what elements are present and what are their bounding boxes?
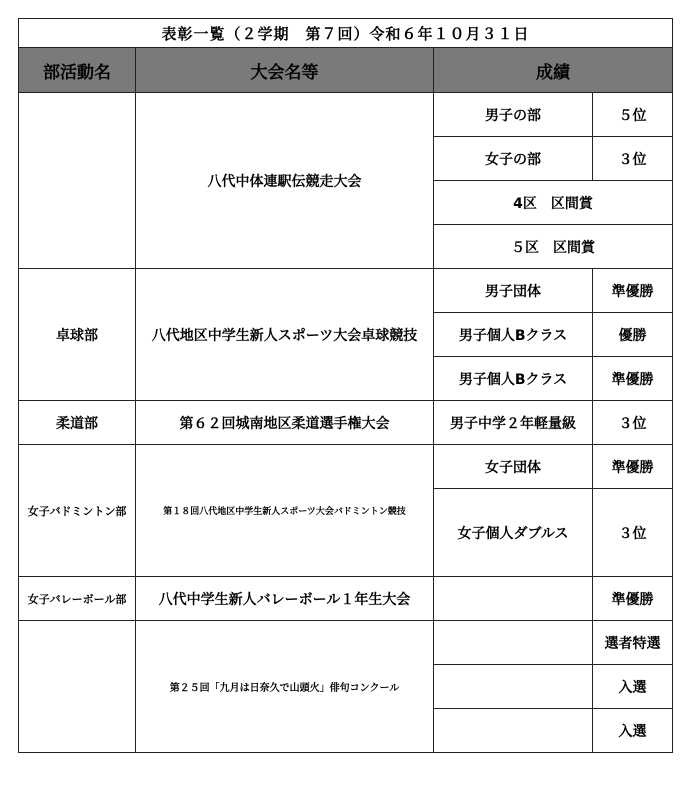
result-cell: 準優勝: [593, 577, 673, 621]
category-cell: 男子中学２年軽量級: [434, 401, 593, 445]
awards-table: [18, 18, 673, 753]
header-club: 部活動名: [19, 48, 136, 93]
club-cell: 柔道部: [19, 401, 136, 445]
result-cell: 入選: [593, 709, 673, 753]
result-cell: 優勝: [593, 313, 673, 357]
event-cell: 八代中体連駅伝競走大会: [136, 93, 434, 269]
award-cell: ５区 区間賞: [434, 225, 673, 269]
event-cell: 第１８回八代地区中学生新人スポーツ大会バドミントン競技: [136, 445, 434, 577]
category-cell: 男子個人Bクラス: [434, 313, 593, 357]
category-cell: [434, 709, 593, 753]
result-cell: ３位: [593, 489, 673, 577]
club-cell: [19, 93, 136, 269]
event-cell: 八代中学生新人バレーボール１年生大会: [136, 577, 434, 621]
result-cell: 準優勝: [593, 445, 673, 489]
header-row: [19, 48, 673, 93]
club-cell: [19, 621, 136, 753]
table-row: [19, 445, 673, 489]
category-cell: 男子個人Bクラス: [434, 357, 593, 401]
table-row: [19, 621, 673, 665]
result-cell: 準優勝: [593, 357, 673, 401]
category-cell: [434, 577, 593, 621]
award-cell: 4区 区間賞: [434, 181, 673, 225]
result-cell: 入選: [593, 665, 673, 709]
result-cell: 準優勝: [593, 269, 673, 313]
result-cell: ３位: [593, 137, 673, 181]
title-row: [19, 19, 673, 48]
table-row: [19, 577, 673, 621]
category-cell: [434, 621, 593, 665]
event-cell: 第２５回「九月は日奈久で山頭火」俳句コンクール: [136, 621, 434, 753]
category-cell: 女子団体: [434, 445, 593, 489]
result-cell: ３位: [593, 401, 673, 445]
result-cell: 選者特選: [593, 621, 673, 665]
event-cell: 八代地区中学生新人スポーツ大会卓球競技: [136, 269, 434, 401]
header-result: 成績: [434, 48, 673, 93]
club-cell: 卓球部: [19, 269, 136, 401]
table-row: [19, 401, 673, 445]
table-title: 表彰一覧（２学期 第７回）令和６年１０月３１日: [19, 19, 673, 48]
category-cell: [434, 665, 593, 709]
club-cell: 女子バドミントン部: [19, 445, 136, 577]
table-row: [19, 93, 673, 137]
header-event: 大会名等: [136, 48, 434, 93]
category-cell: 女子の部: [434, 137, 593, 181]
category-cell: 男子団体: [434, 269, 593, 313]
table-row: [19, 269, 673, 313]
result-cell: ５位: [593, 93, 673, 137]
category-cell: 女子個人ダブルス: [434, 489, 593, 577]
category-cell: 男子の部: [434, 93, 593, 137]
club-cell: 女子バレーボール部: [19, 577, 136, 621]
event-cell: 第６２回城南地区柔道選手権大会: [136, 401, 434, 445]
